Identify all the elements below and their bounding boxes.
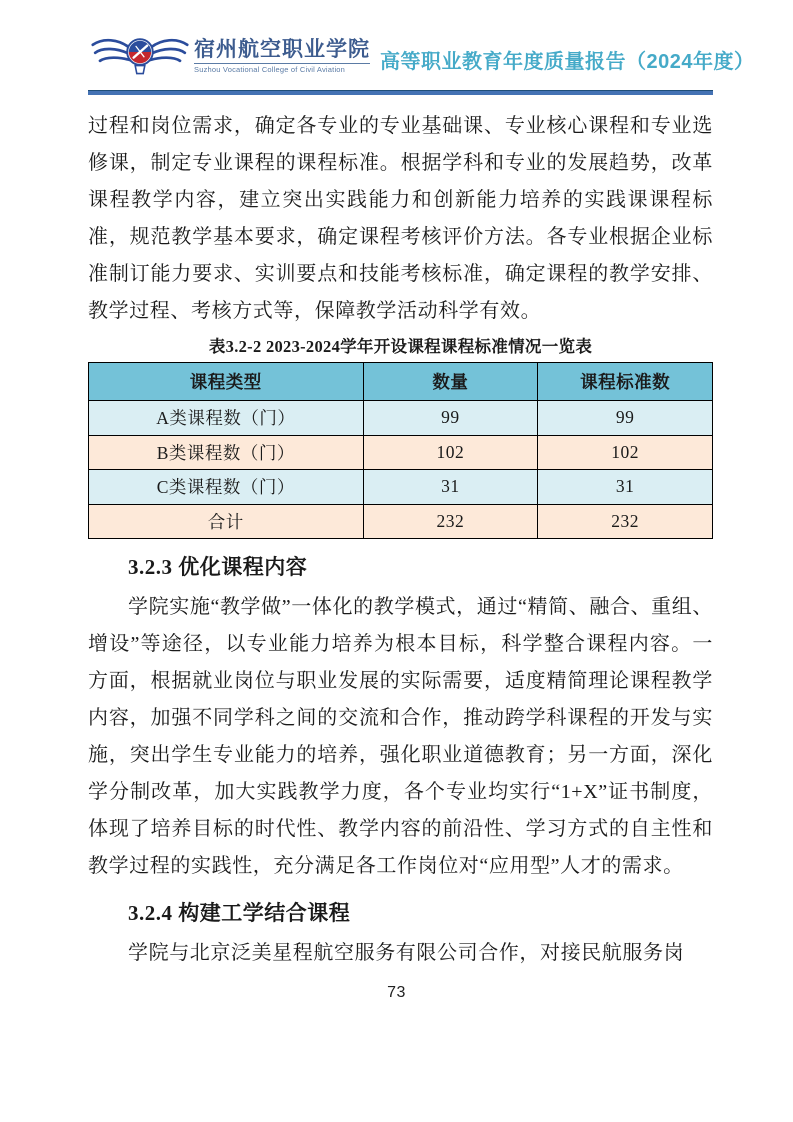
cell-count: 99 — [363, 401, 538, 436]
col-header-standards: 课程标准数 — [538, 363, 713, 401]
header-rule — [88, 90, 713, 95]
cell-standards: 102 — [538, 435, 713, 470]
cell-standards: 232 — [538, 504, 713, 539]
page-header — [88, 26, 755, 86]
section-3-2-3-paragraph: 学院实施“教学做”一体化的教学模式，通过“精简、融合、重组、增设”等途径，以专业能力培养为根本目标，科学整合课程内容。一方面，根据就业岗位与职业发展的实际需要，适度精简理论课程教学内容，加强不同学科之间的交流和合作，推动跨学科课程的开发与实施，突出学生专业能力的培养，强化职业道德教育；另一方面，深化学分制改革，加大实践教学力度，各个专业均实行“1+X”证书制度，体现了培养目标的时代性、教学内容的前沿性、学习方式的自主性和教学过程的实践性，充分满足各工作岗位对“应用型”人才的需求。 — [88, 596, 713, 877]
cell-standards: 99 — [538, 401, 713, 436]
cell-course-type: B类课程数（门） — [89, 435, 364, 470]
school-wings-logo-icon — [88, 27, 192, 85]
course-standards-table — [88, 362, 713, 539]
cell-count: 232 — [363, 504, 538, 539]
table-row — [89, 401, 713, 436]
school-name-block — [194, 38, 370, 74]
table-row — [89, 470, 713, 505]
school-name-cn: 宿州航空职业学院 — [194, 38, 370, 61]
cell-course-type: A类课程数（门） — [89, 401, 364, 436]
cell-count: 31 — [363, 470, 538, 505]
cell-standards: 31 — [538, 470, 713, 505]
section-heading-3-2-4: 3.2.4 构建工学结合课程 — [128, 901, 351, 925]
section-3-2-4-paragraph: 学院与北京泛美星程航空服务有限公司合作，对接民航服务岗 — [128, 942, 685, 964]
paragraph-continuation: 过程和岗位需求，确定各专业的专业基础课、专业核心课程和专业选修课，制定专业课程的课程标准。根据学科和专业的发展趋势，改革课程教学内容，建立突出实践能力和创新能力培养的实践课课程标准，规范教学基本要求，确定课程考核评价方法。各专业根据企业标准制订能力要求、实训要点和技能考核标准，确定课程的教学安排、教学过程、考核方式等，保障教学活动科学有效。 — [88, 115, 713, 322]
col-header-count: 数量 — [363, 363, 538, 401]
page-number: 73 — [387, 984, 406, 1001]
report-title: 高等职业教育年度质量报告（2024年度） — [380, 50, 755, 73]
cell-course-type: 合计 — [89, 504, 364, 539]
cell-count: 102 — [363, 435, 538, 470]
table-total-row — [89, 504, 713, 539]
table-caption: 表3.2-2 2023-2024学年开设课程课程标准情况一览表 — [208, 337, 593, 356]
table-row — [89, 435, 713, 470]
cell-course-type: C类课程数（门） — [89, 470, 364, 505]
table-header-row — [89, 363, 713, 401]
school-name-en: Suzhou Vocational College of Civil Aviation — [194, 63, 370, 74]
col-header-course-type: 课程类型 — [89, 363, 364, 401]
section-heading-3-2-3: 3.2.3 优化课程内容 — [128, 555, 308, 579]
